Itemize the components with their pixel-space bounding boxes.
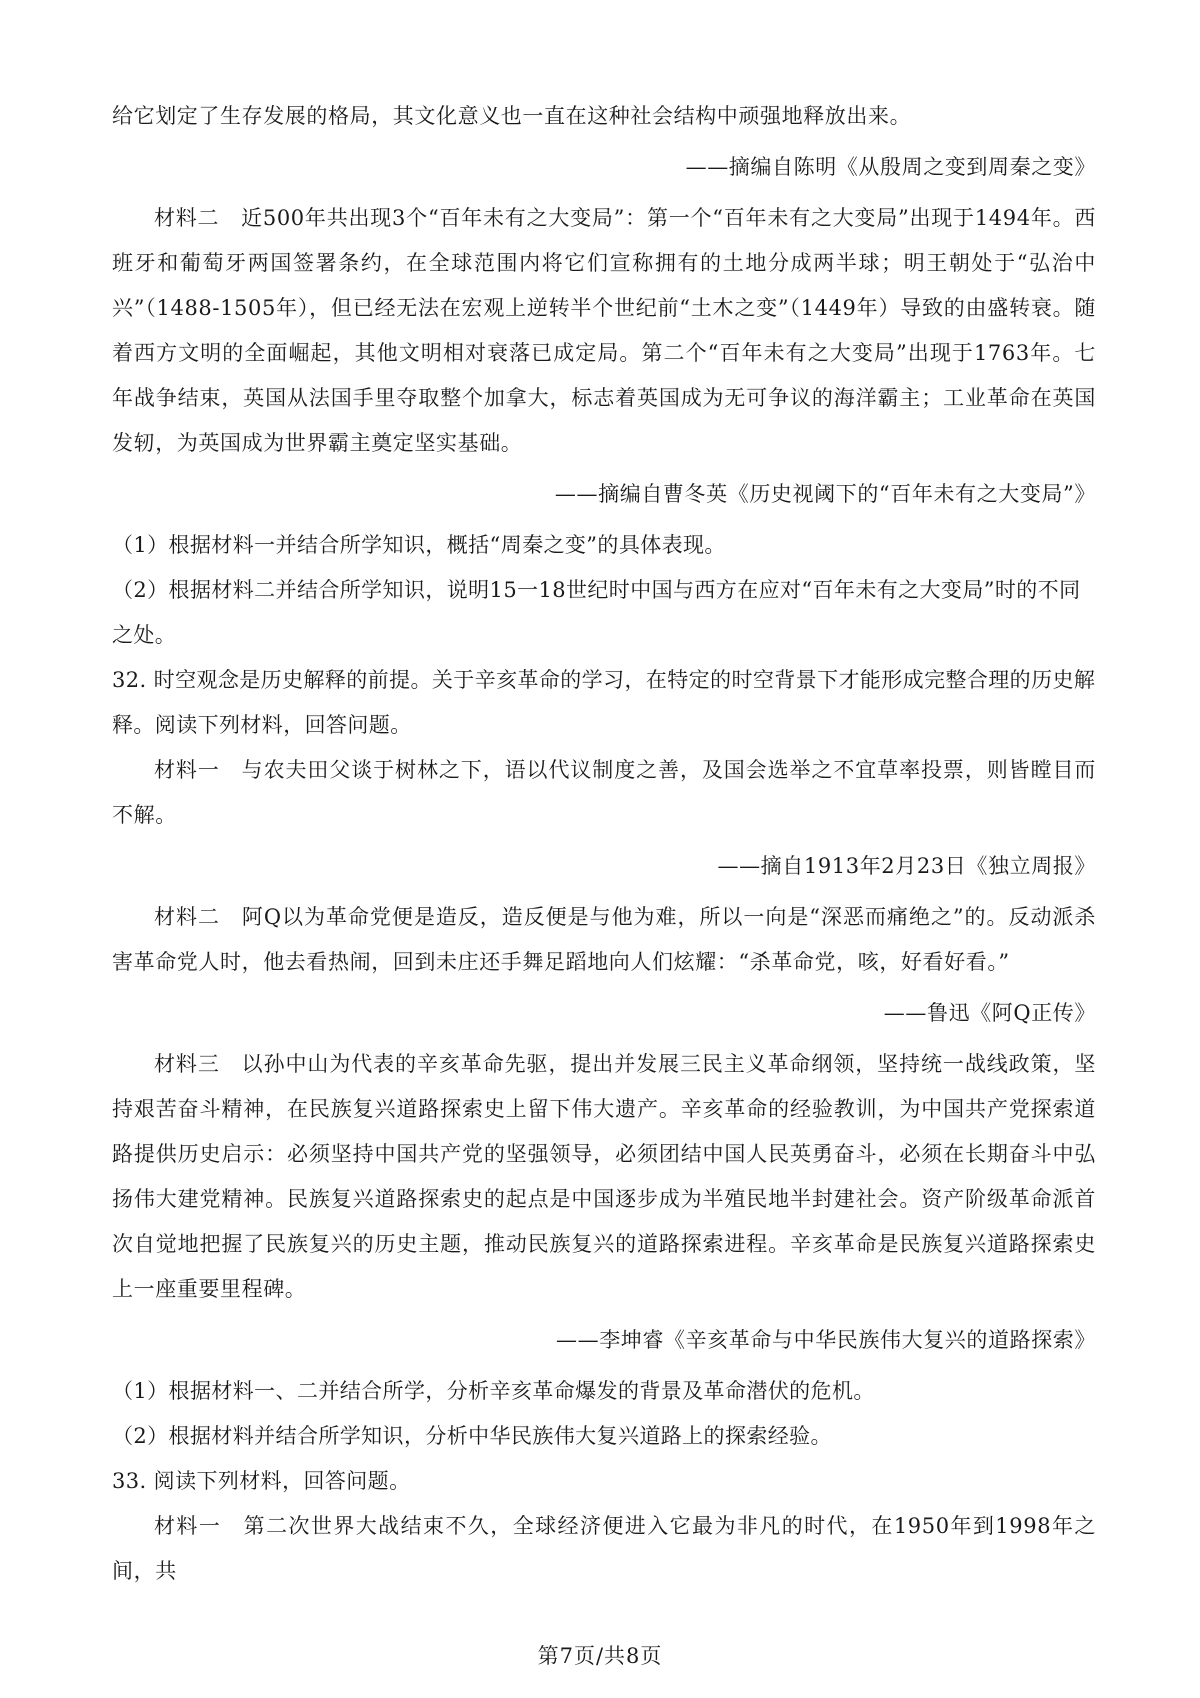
sub-question: （1）根据材料一并结合所学知识，概括“周秦之变”的具体表现。 xyxy=(112,533,726,557)
sub-question: （2）根据材料并结合所学知识，分析中华民族伟大复兴道路上的探索经验。 xyxy=(112,1424,832,1448)
material-three: 材料三 以孙中山为代表的辛亥革命先驱，提出并发展三民主义革命纲领，坚持统一战线政策，坚持艰苦奋斗精神，在民族复兴道路探索史上留下伟大遗产。辛亥革命的经验教训，为中国共产党探索道路提供历史启示：必须坚持中国共产党的坚强领导，必须团结中国人民英勇奋斗，必须在长期奋斗中弘扬伟大建党精神。民族复兴道路探索史的起点是中国逐步成为半殖民地半封建社会。资产阶级革命派首次自觉地把握了民族复兴的历史主题，推动民族复兴的道路探索进程。辛亥革命是民族复兴道路探索史上一座重要里程碑。 xyxy=(112,1052,1096,1301)
source-citation: ——摘自1913年2月23日《独立周报》 xyxy=(717,854,1096,878)
question-33: 33. 阅读下列材料，回答问题。 xyxy=(112,1469,411,1493)
continued-paragraph: 给它划定了生存发展的格局，其文化意义也一直在这种社会结构中顽强地释放出来。 xyxy=(112,104,912,128)
source-citation: ——摘编自陈明《从殷周之变到周秦之变》 xyxy=(685,155,1096,179)
sub-question: （1）根据材料一、二并结合所学，分析辛亥革命爆发的背景及革命潜伏的危机。 xyxy=(112,1379,875,1403)
source-citation: ——鲁迅《阿Q正传》 xyxy=(883,1001,1096,1025)
sub-question: （2）根据材料二并结合所学知识，说明15一18世纪时中国与西方在应对“百年未有之大变局”时的不同之处。 xyxy=(112,578,1081,647)
material-two: 材料二 阿Q以为革命党便是造反，造反便是与他为难，所以一向是“深恶而痛绝之”的。反动派杀害革命党人时，他去看热闹，回到未庄还手舞足蹈地向人们炫耀：“杀革命党，咳，好看好看。” xyxy=(112,905,1096,974)
source-citation: ——李坤睿《辛亥革命与中华民族伟大复兴的道路探索》 xyxy=(556,1328,1096,1352)
question-32: 32. 时空观念是历史解释的前提。关于辛亥革命的学习，在特定的时空背景下才能形成完整合理的历史解释。阅读下列材料，回答问题。 xyxy=(112,668,1096,737)
material-one: 材料一 与农夫田父谈于树林之下，语以代议制度之善，及国会选举之不宜草率投票，则皆瞠目而不解。 xyxy=(112,758,1096,827)
material-two: 材料二 近500年共出现3个“百年未有之大变局”：第一个“百年未有之大变局”出现于1494年。西班牙和葡萄牙两国签署条约，在全球范围内将它们宣称拥有的土地分成两半球；明王朝处于“弘治中兴”（1488-1505年），但已经无法在宏观上逆转半个世纪前“土木之变”（1449年）导致的由盛转衰。随着西方文明的全面崛起，其他文明相对衰落已成定局。第二个“百年未有之大变局”出现于1763年。七年战争结束，英国从法国手里夺取整个加拿大，标志着英国成为无可争议的海洋霸主；工业革命在英国发轫，为英国成为世界霸主奠定坚实基础。 xyxy=(112,206,1096,455)
page-number: 第7页/共8页 xyxy=(537,1644,663,1668)
material-one: 材料一 第二次世界大战结束不久，全球经济便进入它最为非凡的时代，在1950年到1998年之间，共 xyxy=(112,1514,1096,1583)
page-content xyxy=(112,94,1096,1595)
source-citation: ——摘编自曹冬英《历史视阈下的“百年未有之大变局”》 xyxy=(554,482,1096,506)
